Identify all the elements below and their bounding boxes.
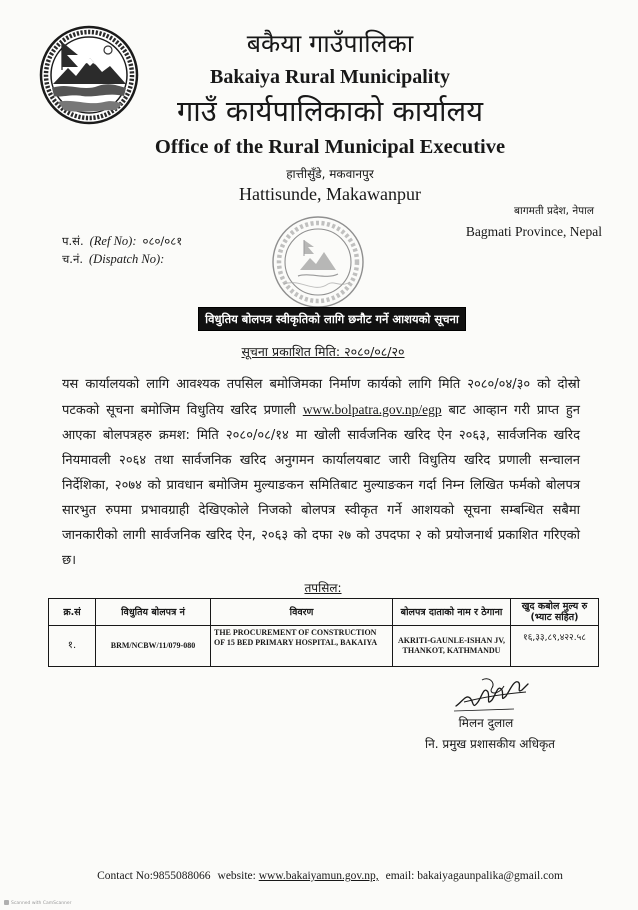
footer-contact <box>60 868 600 884</box>
header-serial: क्र.सं <box>49 599 96 626</box>
cell-bid-number: BRM/NCBW/11/079-080 <box>96 626 211 667</box>
notice-body <box>62 372 580 573</box>
published-date: २०८०/०८/२० <box>344 344 405 359</box>
dispatch-label-en: (Dispatch No): <box>89 252 165 266</box>
office-name-np: गाउँ कार्यपालिकाको कार्यालय <box>176 94 484 128</box>
location-np: हात्तीसुँडे, मकवानपुर <box>286 167 374 181</box>
office-name-en: Office of the Rural Municipal Executive <box>154 136 506 158</box>
cell-amount: १६,३३,८९,४२२.५८ <box>511 626 599 667</box>
header-bid-number: विधुतिय बोलपत्र नं <box>96 599 211 626</box>
reference-number <box>62 233 182 249</box>
email-label: email: <box>385 870 415 882</box>
dispatch-number <box>62 251 164 267</box>
camscanner-icon <box>4 900 9 905</box>
schedule-table <box>48 598 599 667</box>
header-description: विवरण <box>211 599 393 626</box>
cell-serial: १. <box>49 626 96 667</box>
notice-body-text-continued: बाट आव्हान गरी प्राप्त हुन आएका बोलपत्रहरु क्रमश: मिति २०८०/०८/१४ मा खोली सार्वजनिक खरिद ऐन २०६३, सार्वजनिक खरिद नियमावली २०६४ तथा सार्वजनिक खरिद अनुगमन कार्यालयबाट जारी विधुतिय खरिद प्रणाली सन्चालन निर्देशिका, २०७४ को प्रावधान बमोजिम मुल्याङकन समितिबाट मुल्याङकन गर्दा निम्न लिखित फर्मको बोलपत्र सारभुत रुपमा प्रभावग्राही देखिएकोले निजको बोलपत्र स्वीकृत गर्ने आशयको सूचना सम्बन्धित सबैमा जानकारीको लागी सार्वजनिक खरिद ऐन, २०६३ को दफा २७ को उपदफा २ को प्रयोजनार्थ प्रकाशित गरिएको छ। <box>62 403 580 568</box>
signatory-name: मिलन दुलाल <box>458 716 514 730</box>
notice-title-wrapper <box>132 307 532 331</box>
procurement-portal-url: www.bolpatra.gov.np/egp <box>302 402 442 417</box>
province-np: बागमती प्रदेश, नेपाल <box>514 205 594 217</box>
published-date-line <box>123 343 523 361</box>
watermark-text: Scanned with CamScanner <box>11 901 72 906</box>
published-label: सूचना प्रकाशित मिति: <box>241 344 341 359</box>
notice-title: विधुतिय बोलपत्र स्वीकृतिको लागि छनौट गर्ने आशयको सूचना <box>198 307 466 331</box>
province-en: Bagmati Province, Nepal <box>465 224 602 239</box>
table-header-row <box>49 599 599 626</box>
header-amount: खुद कबोल मुल्य रु (भ्याट सहित) <box>511 599 599 626</box>
email-text: bakaiyagaunpalika@gmail.com <box>417 870 563 882</box>
table-row <box>49 626 599 667</box>
contact-number: Contact No:9855088066 <box>97 870 211 882</box>
cell-description: THE PROCUREMENT OF CONSTRUCTION OF 15 BED PRIMARY HOSPITAL, BAKAIYA <box>211 626 393 667</box>
dispatch-label-np: च.नं. <box>62 252 83 266</box>
municipality-name-np: बकैया गाउँपालिका <box>246 29 414 58</box>
cell-bidder: AKRITI-GAUNLE-ISHAN JV, THANKOT, KATHMANDU <box>393 626 511 667</box>
signature-mark <box>452 672 532 714</box>
ref-value: ०८०/०८१ <box>142 234 183 248</box>
website-label: website: <box>217 870 256 882</box>
schedule-label: तपसिल: <box>304 581 342 595</box>
signatory-designation: नि. प्रमुख प्रशासकीय अधिकृत <box>424 737 556 751</box>
municipality-name-en: Bakaiya Rural Municipality <box>209 66 451 88</box>
website-text: www.bakaiyamun.gov.np, <box>258 870 379 882</box>
notice-body-text: यस कार्यालयको लागि आवश्यक तपसिल बमोजिमका निर्माण कार्यको लागि मिति २०८०/०४/३० को दोस्रो पटकको सूचना बमोजिम विधुतिय खरिद प्रणाली <box>62 377 580 418</box>
location-en: Hattisunde, Makawanpur <box>239 184 421 204</box>
header-bidder: बोलपत्र दाताको नाम र ठेगाना <box>393 599 511 626</box>
ref-label-en: (Ref No): <box>89 234 137 248</box>
office-stamp-icon <box>270 214 366 310</box>
camscanner-watermark <box>4 900 72 907</box>
ref-label-np: प.सं. <box>62 234 84 248</box>
